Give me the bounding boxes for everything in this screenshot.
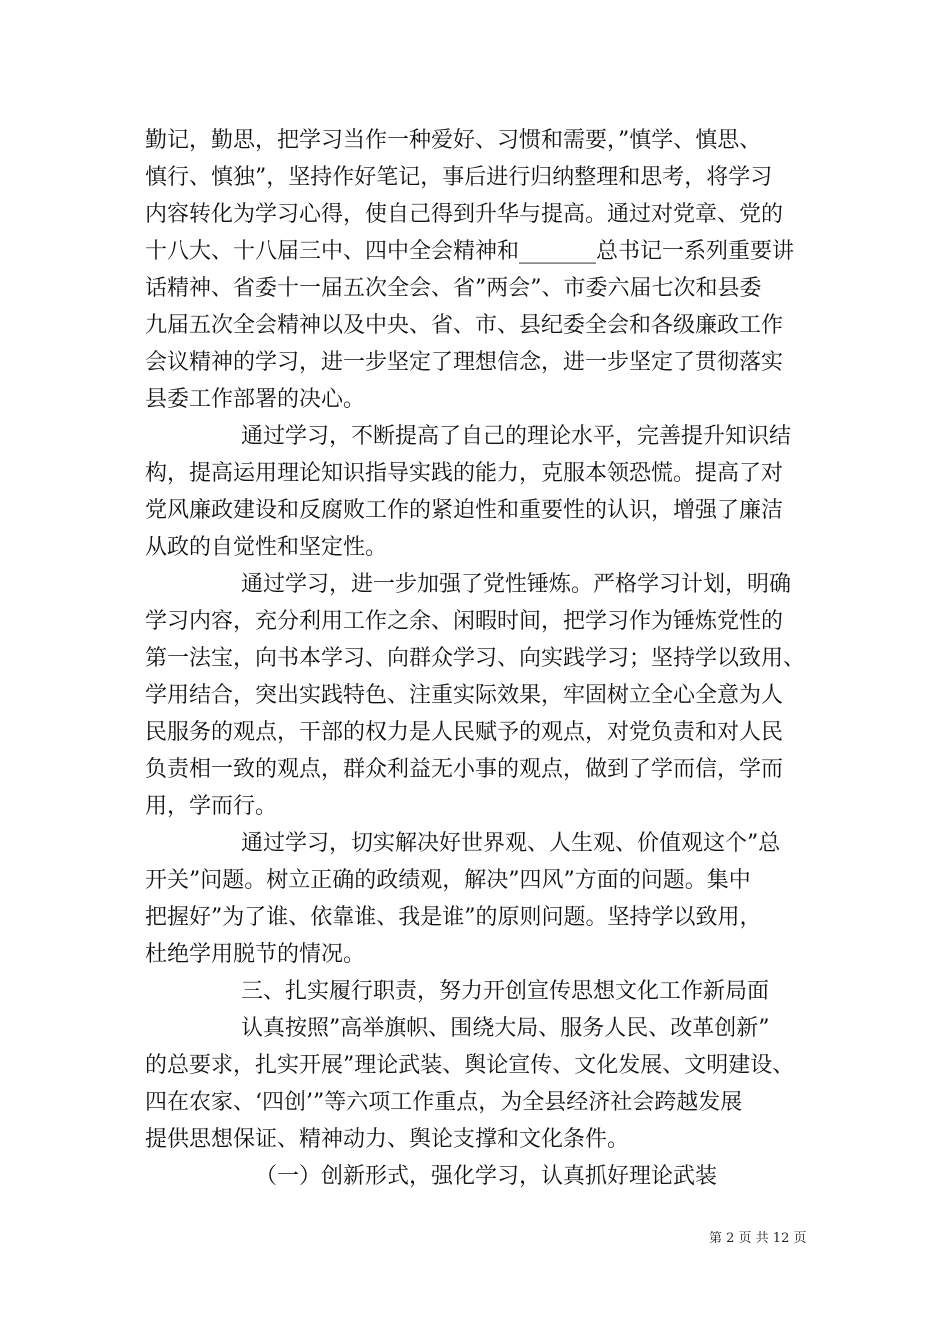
text-line: 县委工作部署的决心。 bbox=[145, 387, 366, 412]
text-line: 开关”问题。树立正确的政绩观，解决”四风”方面的问题。集中 bbox=[145, 868, 751, 893]
text-line: 九届五次全会精神以及中央、省、市、县纪委全会和各级廉政工作 bbox=[145, 313, 784, 338]
text-line: 勤记，勤思，把学习当作一种爱好、习惯和需要，”慎学、慎思、 bbox=[145, 128, 762, 153]
page-number: 第 2 页 共 12 页 bbox=[709, 1231, 807, 1246]
text-line: 把握好”为了谁、依靠谁、我是谁”的原则问题。坚持学以致用， bbox=[145, 905, 762, 930]
text-line: 慎行、慎独”，坚持作好笔记，事后进行归纳整理和思考，将学习 bbox=[145, 165, 773, 190]
text-line: 三、扎实履行职责，努力开创宣传思想文化工作新局面 bbox=[241, 979, 770, 1004]
text-line: 负责相一致的观点，群众利益无小事的观点，做到了学而信，学而 bbox=[145, 757, 784, 782]
text-line: 四在农家、‘四创’”等六项工作重点，为全县经济社会跨越发展 bbox=[145, 1090, 743, 1115]
text-line: 学用结合，突出实践特色、注重实际效果，牢固树立全心全意为人 bbox=[145, 683, 784, 708]
text-line: 的总要求，扎实开展”理论武装、舆论宣传、文化发展、文明建设、 bbox=[145, 1053, 795, 1078]
text-line: 构，提高运用理论知识指导实践的能力，克服本领恐慌。提高了对 bbox=[145, 461, 784, 486]
text-line: 提供思想保证、精神动力、舆论支撑和文化条件。 bbox=[145, 1127, 630, 1152]
text-line: 杜绝学用脱节的情况。 bbox=[145, 942, 366, 967]
text-line: 党风廉政建设和反腐败工作的紧迫性和重要性的认识，增强了廉洁 bbox=[145, 498, 784, 523]
text-line: 从政的自觉性和坚定性。 bbox=[145, 535, 388, 560]
text-line: 通过学习，不断提高了自己的理论水平，完善提升知识结 bbox=[241, 424, 792, 449]
body-text bbox=[145, 122, 810, 1195]
text-line: 话精神、省委十一届五次全会、省”两会”、市委六届七次和县委 bbox=[145, 276, 762, 301]
text-line: 内容转化为学习心得，使自己得到升华与提高。通过对党章、党的 bbox=[145, 202, 784, 227]
text-line: 用，学而行。 bbox=[145, 794, 278, 819]
text-line: 第一法宝，向书本学习、向群众学习、向实践学习；坚持学以致用、 bbox=[145, 646, 806, 671]
text-line: 学习内容，充分利用工作之余、闲暇时间，把学习作为锤炼党性的 bbox=[145, 609, 784, 634]
text-line: 通过学习，进一步加强了党性锤炼。严格学习计划，明确 bbox=[241, 572, 792, 597]
text-line: 民服务的观点，干部的权力是人民赋予的观点，对党负责和对人民 bbox=[145, 720, 784, 745]
text-line: 通过学习，切实解决好世界观、人生观、价值观这个”总 bbox=[241, 831, 781, 856]
text-line: （一）创新形式，强化学习，认真抓好理论武装 bbox=[255, 1164, 718, 1189]
text-line: 十八大、十八届三中、四中全会精神和_______总书记一系列重要讲 bbox=[145, 239, 795, 264]
text-line: 认真按照”高举旗帜、围绕大局、服务人民、改革创新” bbox=[241, 1016, 770, 1041]
text-line: 会议精神的学习，进一步坚定了理想信念，进一步坚定了贯彻落实 bbox=[145, 350, 784, 375]
